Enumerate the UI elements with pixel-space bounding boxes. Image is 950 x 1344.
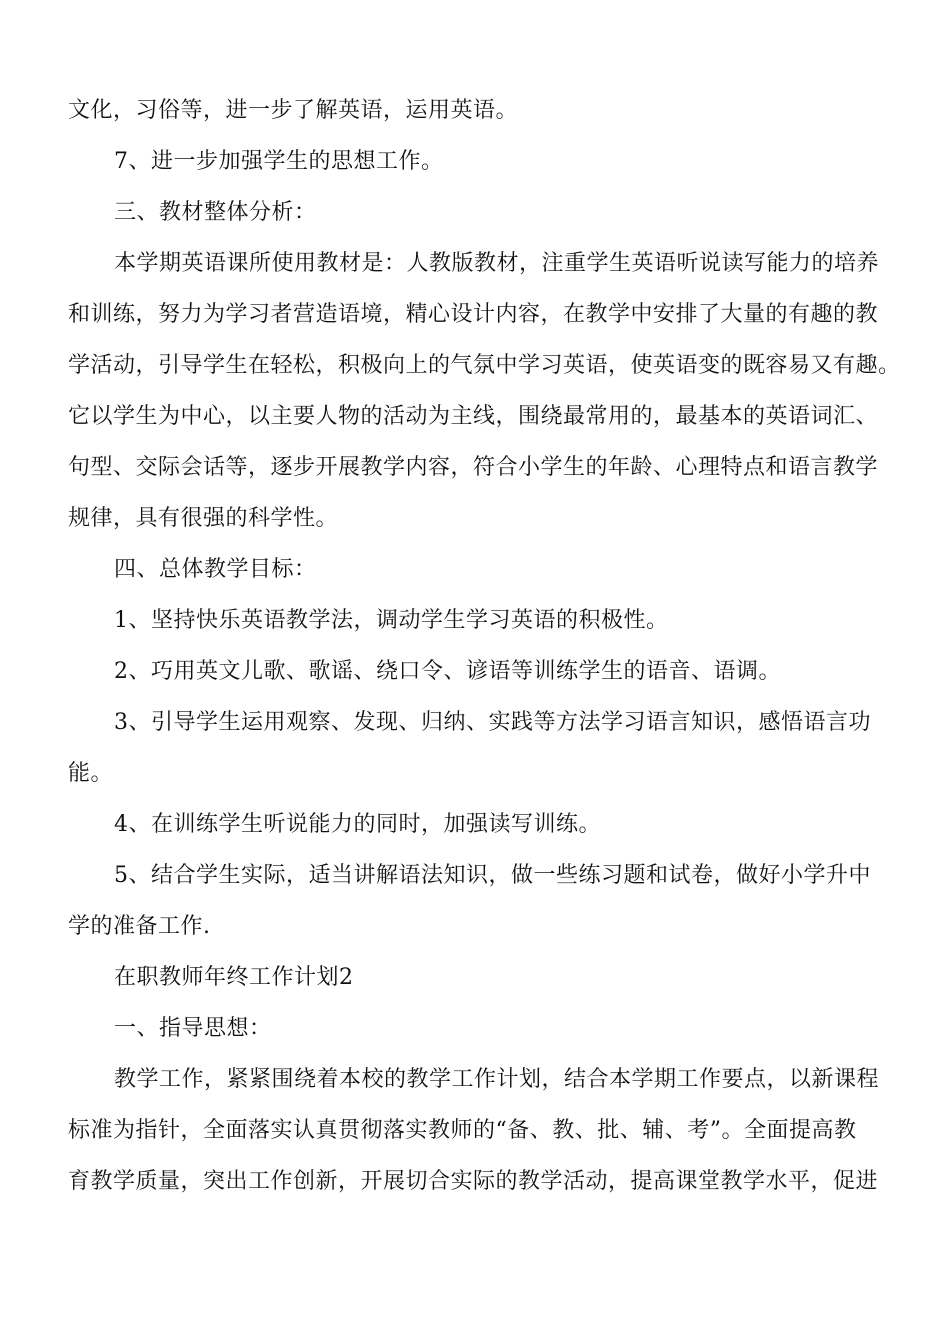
goal-item-2: 2、巧用英文儿歌、歌谣、绕口令、谚语等训练学生的语音、语调。 bbox=[114, 659, 781, 684]
goal-item-1: 1、坚持快乐英语教学法，调动学生学习英语的积极性。 bbox=[114, 608, 669, 633]
goal-item-3-continued: 能。 bbox=[68, 761, 114, 786]
paragraph-line: 文化，习俗等，进一步了解英语，运用英语。 bbox=[68, 98, 519, 123]
paragraph-line: 标准为指针，全面落实认真贯彻落实教师的“备、教、批、辅、考”。全面提高教 bbox=[68, 1118, 857, 1143]
paragraph-line: 育教学质量，突出工作创新，开展切合实际的教学活动，提高课堂教学水平，促进 bbox=[68, 1169, 879, 1194]
goal-item-4: 4、在训练学生听说能力的同时，加强读写训练。 bbox=[114, 812, 601, 837]
paragraph-line: 它以学生为中心，以主要人物的活动为主线，围绕最常用的，最基本的英语词汇、 bbox=[68, 404, 879, 429]
goal-item-3: 3、引导学生运用观察、发现、归纳、实践等方法学习语言知识，感悟语言功 bbox=[114, 710, 871, 735]
paragraph-line: 和训练，努力为学习者营造语境，精心设计内容，在教学中安排了大量的有趣的教 bbox=[68, 302, 879, 327]
section-heading-3: 三、教材整体分析： bbox=[114, 200, 317, 225]
paragraph-line: 规律，具有很强的科学性。 bbox=[68, 506, 339, 531]
paragraph-line: 句型、交际会话等，逐步开展教学内容，符合小学生的年龄、心理特点和语言教学 bbox=[68, 455, 879, 480]
document-title-2: 在职教师年终工作计划2 bbox=[114, 965, 354, 990]
numbered-item-7: 7、进一步加强学生的思想工作。 bbox=[114, 149, 444, 174]
section-heading-4: 四、总体教学目标： bbox=[114, 557, 317, 582]
paragraph-line: 学活动，引导学生在轻松，积极向上的气氛中学习英语，使英语变的既容易又有趣。 bbox=[68, 353, 901, 378]
paragraph-line: 教学工作，紧紧围绕着本校的教学工作计划，结合本学期工作要点，以新课程 bbox=[114, 1067, 880, 1092]
paragraph-line: 本学期英语课所使用教材是：人教版教材，注重学生英语听说读写能力的培养 bbox=[114, 251, 880, 276]
goal-item-5: 5、结合学生实际，适当讲解语法知识，做一些练习题和试卷，做好小学升中 bbox=[114, 863, 871, 888]
section-heading-1: 一、指导思想： bbox=[114, 1016, 272, 1041]
goal-item-5-continued: 学的准备工作. bbox=[68, 914, 211, 939]
